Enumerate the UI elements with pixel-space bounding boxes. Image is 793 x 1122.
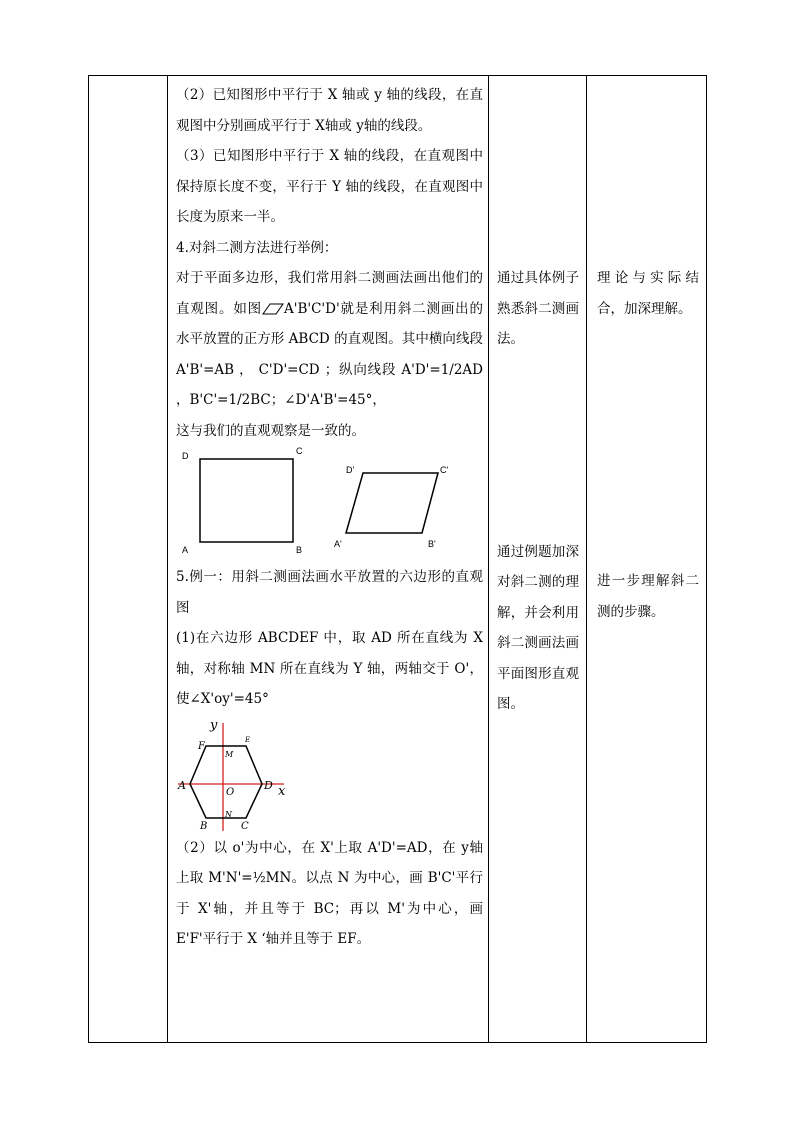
label-a: A [178, 778, 186, 792]
label-para-d: D' [346, 465, 355, 475]
label-square-b: B [296, 545, 303, 555]
label-n: N [225, 809, 232, 819]
paragraph-example-intro [176, 263, 483, 416]
purpose-note-2: 通过例题加深对斜二测的理解，并会利用斜二测画法画平面图形直观图。 [497, 543, 579, 712]
label-para-a: A' [334, 539, 342, 549]
label-o: O [226, 786, 235, 798]
label-para-b: B' [428, 539, 436, 549]
label-square-d: D [182, 451, 189, 461]
label-square-a: A [182, 545, 189, 555]
parallelogram-abcd-prime [346, 473, 438, 533]
example-intro-text: 对于平面多边形，我们常用斜二测画法画出他们的直观图。如图 [176, 270, 483, 317]
label-f: F [198, 740, 205, 752]
square-parallelogram-figure [176, 446, 476, 562]
purpose-note-1: 通过具体例子熟悉斜二测画法。 [497, 270, 579, 347]
label-c: C [241, 820, 249, 832]
purpose-column [489, 76, 587, 1042]
example-detail-text: A'B'C'D'就是利用斜二测画出的水平放置的正方形 ABCD 的直观图。其中横向线段 A'B'=AB ， C'D'=CD ；纵向线段 A'D'=1/2AD ，B'C'=1/2BC；∠D'A'B'=45°， [176, 300, 483, 408]
label-square-c: C [296, 446, 303, 456]
paragraph-step-1: (1)在六边形 ABCDEF 中，取 AD 所在直线为 X 轴，对称轴 MN 所在直线为 Y 轴，两轴交于 O'，使∠X'oy'=45° [176, 630, 483, 707]
empty-column [89, 76, 167, 1042]
label-x-axis: x [278, 783, 286, 799]
main-content-column [168, 76, 489, 1042]
lesson-table [88, 75, 707, 1043]
square-abcd [200, 459, 293, 542]
hexagon-axes-figure [176, 715, 316, 833]
label-para-c: C' [440, 465, 449, 475]
label-b: B [200, 820, 208, 832]
parallelogram-icon [262, 303, 284, 315]
paragraph-rule-2: （2）已知图形中平行于 X 轴或 y 轴的线段，在直观图中分别画成平行于 X轴或 y轴的线段。 [176, 87, 483, 134]
intent-note-2: 进一步理解斜二测的步骤。 [597, 573, 699, 620]
paragraph-example-one: 5.例一：用斜二测画法画水平放置的六边形的直观图 [176, 569, 483, 616]
label-y-axis: y [210, 717, 218, 733]
intent-column [587, 76, 707, 1042]
intent-note-1: 理论与实际结合，加深理解。 [597, 270, 699, 317]
label-d: D [264, 778, 273, 792]
paragraph-consistency: 这与我们的直观观察是一致的。 [176, 422, 365, 439]
heading-example: 4.对斜二测方法进行举例： [176, 239, 338, 256]
paragraph-step-2: （2）以 o'为中心，在 X'上取 A'D'=AD，在 y轴上取 M'N'=½MN。以点 N 为中心，画 B'C'平行于 X'轴，并且等于 BC；再以 M'为中心，画 E'F'平行于 X ‘轴并且等于 EF。 [176, 839, 483, 947]
label-e: E [245, 735, 251, 744]
paragraph-rule-3: （3）已知图形中平行于 X 轴的线段，在直观图中保持原长度不变，平行于 Y 轴的线段，在直观图中长度为原来一半。 [176, 148, 483, 225]
label-m: M [225, 749, 234, 759]
